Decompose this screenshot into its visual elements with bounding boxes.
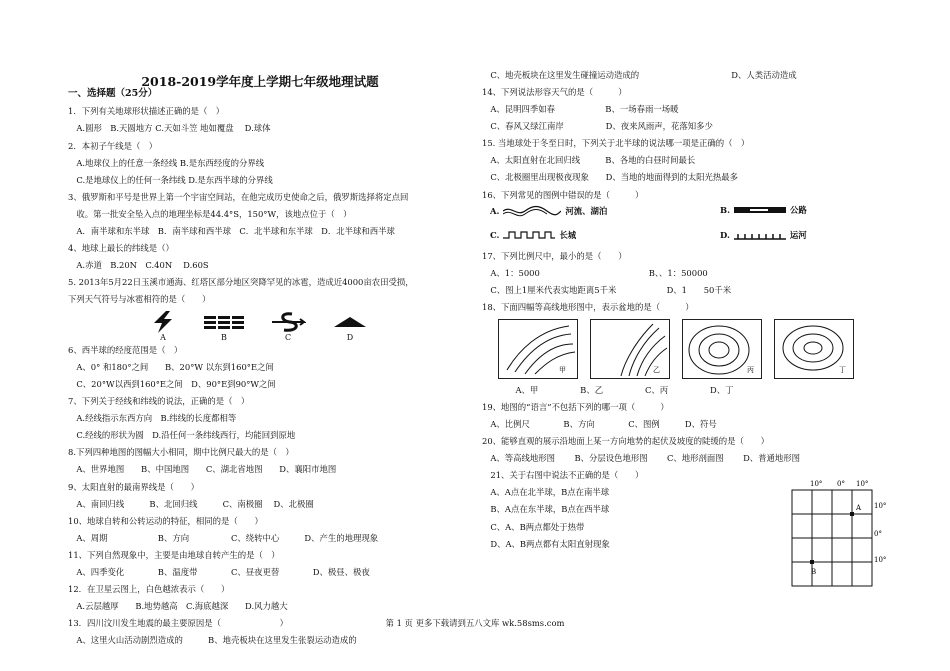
question-line: 20、能够直观的展示沿地面上某一方向地势的起伏及坡度的陡缓的是（ ） [482, 436, 770, 447]
question-line: 7、下列关于经线和纬线的说法，正确的是（ ） [68, 396, 250, 407]
page-footer: 第 1 页 更多下载请到五八文库 wk.58sms.com [385, 618, 565, 628]
hail-symbol: B [204, 311, 244, 343]
question-line: 21、关于右图中说法不正确的是（ ） [482, 470, 644, 481]
question-line: A.经线指示东西方向 B.纬线的长度都相等 [68, 413, 237, 424]
svg-text:甲: 甲 [559, 365, 566, 374]
q18-options: A、甲 B、乙 C、丙 D、丁 [482, 384, 734, 395]
contour-map-yi [590, 319, 670, 379]
question-line: C、图上1厘米代表实地距离5千米 D、1 50千米 [482, 284, 732, 295]
question-line: 1．下列有关地球形状描述正确的是（ ） [68, 106, 225, 117]
question-line: A、这里火山活动剧烈造成的 B、地壳板块在这里发生张裂运动造成的 [68, 635, 357, 646]
question-line: 8.下列四种地图的图幅大小相同，期中比例尺最大的是（ ） [68, 447, 294, 458]
question-line: A.地球仪上的任意一条经线 B.是东西经度的分界线 [68, 157, 265, 168]
svg-text:丙: 丙 [747, 365, 754, 374]
question-line: 11、下列自然现象中，主要是由地球自转产生的是（ ） [68, 549, 280, 560]
svg-text:10°: 10° [810, 480, 823, 488]
question-line: C.经线的形状为圆 D.沿任何一条纬线西行，均能回到原地 [68, 430, 296, 441]
question-line: A、南回归线 B、北回归线 C、南极圈 D、北极圈 [68, 498, 314, 509]
question-line: 12．在卫星云图上，白色越浓表示（ ） [68, 584, 230, 595]
question-line: A、A点在北半球，B点在南半球 [482, 487, 610, 498]
coordinate-grid [790, 478, 890, 588]
question-line: A、等高线地形图 B、分层设色地形图 C、地形剖面图 D、普通地形图 [482, 453, 801, 464]
svg-text:丁: 丁 [839, 365, 846, 374]
svg-text:0°: 0° [874, 530, 882, 538]
svg-text:0°: 0° [837, 480, 845, 488]
question-line: C、北极圈里出现极夜现象 D、当地的地面得到的太阳光热最多 [482, 172, 738, 183]
questions-17-18 [482, 251, 882, 312]
contour-map-bing [682, 319, 762, 379]
question-line: 5. 2013年5月22日玉溪市通海、红塔区部分地区突降罕见的冰雹，造成近4000亩农田受损， [68, 277, 414, 288]
svg-text:B: B [811, 568, 817, 576]
question-line: C、春风又绿江南岸 D、夜来风雨声，花落知多少 [482, 121, 713, 132]
sandstorm-symbol: C [270, 311, 306, 343]
svg-text:10°: 10° [856, 480, 869, 488]
legend-c: C. 长城 [490, 229, 577, 240]
question-line: 收。第一批安全坠入点的地理坐标是44.4°S，150°W，该地点位于（ ） [68, 208, 352, 219]
question-line: A．南半球和东半球 B．南半球和西半球 C．北半球和东半球 D．北半球和西半球 [68, 225, 395, 236]
contour-maps [498, 319, 882, 379]
question-line: A.云层越厚 B.地势越高 C.海底越深 D.风力越大 [68, 601, 288, 612]
legend-b: B. 公路 [720, 204, 807, 215]
question-line: A、1：5000 B、、1：50000 [482, 267, 708, 278]
contour-map-jia [498, 319, 578, 379]
question-line: A、世界地图 B、中国地图 C、湖北省地图 D、襄阳市地图 [68, 464, 337, 475]
svg-text:10°: 10° [874, 502, 887, 510]
question-line: 9、太阳直射的最南界线是（ ） [68, 481, 199, 492]
svg-text:10°: 10° [874, 556, 887, 564]
question-line: 18、下面四幅等高线地形图中，表示盆地的是（ ） [482, 301, 694, 312]
question-line: A、四季变化 B、温度带 C、昼夜更替 D、极昼、极夜 [68, 566, 370, 577]
svg-text:乙: 乙 [653, 365, 660, 374]
question-line: 14、下列说法形容天气的是（ ） [482, 87, 627, 98]
question-line: C.是地球仪上的任何一条纬线 D.是东西半球的分界线 [68, 174, 273, 185]
questions-1-5 [68, 106, 463, 304]
questions-6-13 [68, 345, 463, 645]
legend-a: A. 河流、湖泊 [490, 205, 608, 216]
question-line: 2．本初子午线是（ ） [68, 140, 158, 151]
section-heading: 一、选择题（25分） [68, 88, 158, 99]
question-line: C、地壳板块在这里发生碰撞运动造成的 D、人类活动造成 [482, 70, 797, 80]
question-line: B、A点在东半球，B点在西半球 [482, 504, 610, 515]
question-line: A.赤道 B.20N C.40N D.60S [68, 260, 209, 271]
legend-d: D. 运河 [720, 229, 807, 240]
question-line: 4、地球上最长的纬线是（） [68, 243, 174, 254]
question-line: A、周期 B、方向 C、绕转中心 D、产生的地理现象 [68, 532, 379, 543]
question-line: 16、下列常见的图例中错误的是（ ） [482, 189, 644, 200]
exam-title: 2018-2019学年度上学期七年级地理试题 [141, 74, 379, 89]
question-line: 19、地图的“语言”不包括下列的哪一项（ ） [482, 402, 669, 413]
question-line: A、太阳直射在北回归线 B、各地的白昼时间最长 [482, 155, 696, 166]
contour-map-ding [774, 319, 854, 379]
question-line: A、昆明四季如春 B、一场春雨一场暖 [482, 104, 679, 115]
question-line: 下列天气符号与冰雹相符的是（ ） [68, 294, 211, 305]
question-line: 13．四川汶川发生地震的最主要原因是（ ） [68, 618, 289, 629]
question-line: 6、西半球的经度范围是（ ） [68, 344, 183, 355]
question-line: A、0° 和180°之间 B、20°W 以东到160°E之间 [68, 362, 274, 372]
legend-options [482, 205, 882, 245]
lightning-symbol: A [148, 311, 178, 343]
question-line: 10、地球自转和公转运动的特征，相同的是（ ） [68, 515, 263, 526]
question-line: A.圆形 B.天圆地方 C.天如斗笠 地如覆盘 D.球体 [68, 123, 271, 134]
questions-13-16 [482, 70, 882, 200]
question-line: 17、下列比例尺中，最小的是（ ） [482, 250, 627, 261]
hailstone-symbol: D [332, 311, 368, 343]
question-line: C、20°W以西到160°E之间 D、90°E到90°W之间 [68, 379, 276, 390]
question-line: D、A、B两点都有太阳直射现象 [482, 538, 610, 549]
svg-text:A: A [856, 504, 862, 512]
question-line: A、比例尺 B、方向 C、图例 D、符号 [482, 419, 717, 430]
question-line: C、A、B两点都处于热带 [482, 521, 585, 532]
weather-symbols [148, 311, 463, 343]
left-column [68, 88, 463, 652]
question-line: 3、俄罗斯和平号是世界上第一个宇宙空间站，在他完成历史使命之后，俄罗斯选择将定点回 [68, 191, 409, 202]
question-line: 15. 当地球处于冬至日时，下列关于北半球的说法哪一项是正确的（ ） [482, 138, 750, 149]
